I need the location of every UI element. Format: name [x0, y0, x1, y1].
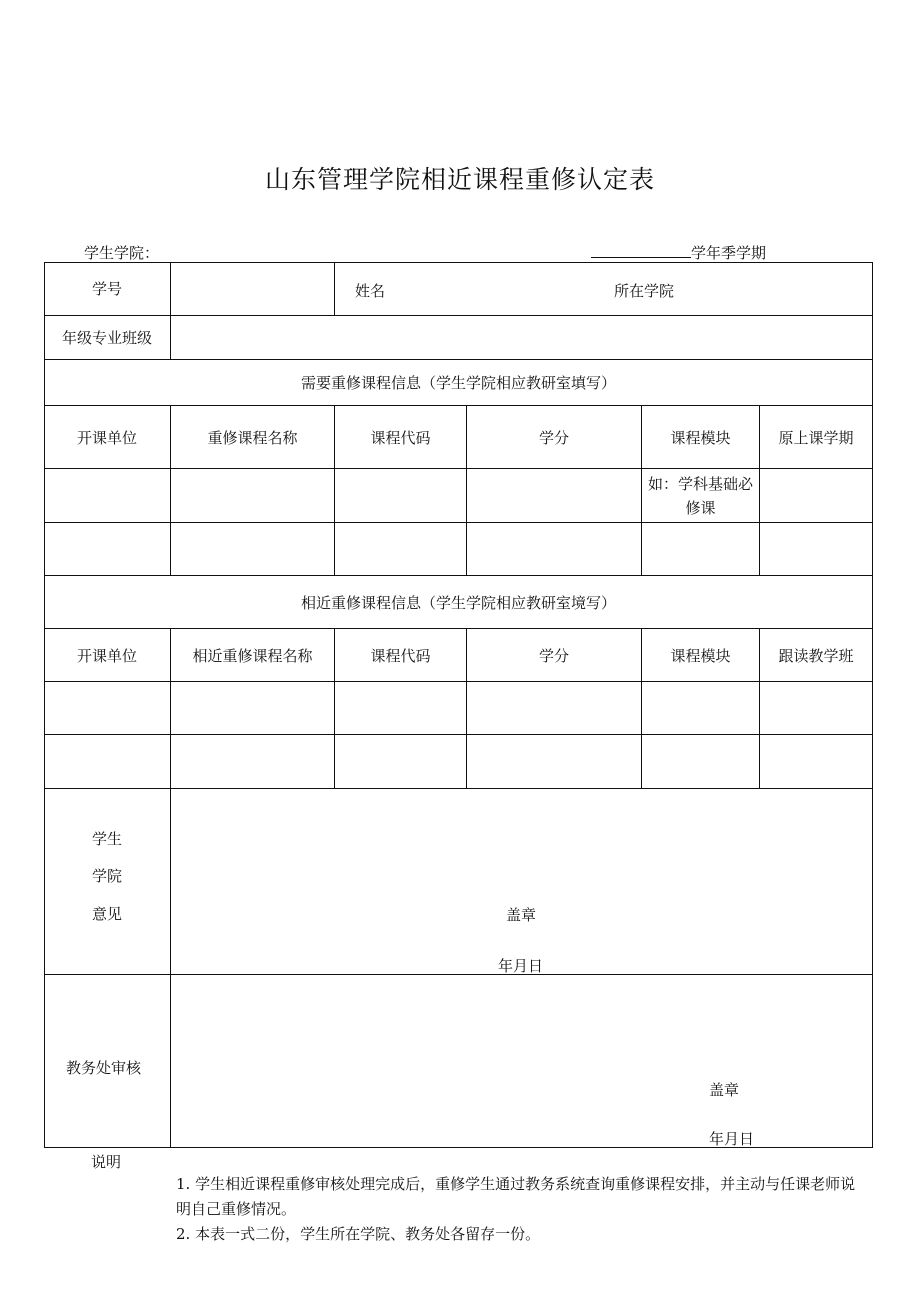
- review-seal: 盖章: [709, 1081, 740, 1099]
- class-label: 年级专业班级: [61, 329, 152, 347]
- similar-section-heading: 相近重修课程信息（学生学院相应教研室境写）: [300, 593, 616, 612]
- rule: [334, 262, 335, 315]
- module-example-text: 如：学科基础必修课: [647, 474, 753, 517]
- form-title: 山东管理学院相近课程重修认定表: [264, 165, 655, 194]
- retake-col-course-code: 课程代码: [370, 428, 431, 447]
- review-date: 年月日: [709, 1130, 755, 1148]
- semester-label: 学年季学期: [691, 244, 767, 262]
- rule: [170, 788, 171, 1148]
- opinion-label-line2: 学院: [92, 867, 123, 885]
- note-item: 2. 本表一式二份，学生所在学院、教务处各留存一份。: [176, 1225, 541, 1243]
- semester-field: [591, 242, 766, 263]
- retake-col-course-name: 重修课程名称: [207, 428, 298, 447]
- student-college-label: 学生学院：: [84, 244, 160, 262]
- similar-col-unit: 开课单位: [76, 646, 137, 665]
- opinion-label-line3: 意见: [92, 905, 123, 923]
- retake-col-credits: 学分: [538, 428, 569, 447]
- student-id-field[interactable]: [171, 262, 334, 315]
- rule: [44, 522, 873, 523]
- student-id-label: 学号: [91, 280, 122, 298]
- opinion-seal: 盖章: [506, 906, 537, 924]
- retake-section-heading: 需要重修课程信息（学生学院相应教研室填写）: [300, 374, 616, 392]
- opinion-date: 年月日: [498, 957, 544, 975]
- rule: [44, 734, 873, 735]
- note-item: 1. 学生相近课程重修审核处理完成后，重修学生通过教务系统查询重修课程安排，并主动与任课老师说明自己重修情况。: [176, 1175, 856, 1218]
- similar-col-credits: 学分: [538, 646, 569, 665]
- notes-list: [176, 1172, 866, 1247]
- retake-col-module: 课程模块: [670, 428, 731, 447]
- opinion-label-line1: 学生: [92, 830, 123, 848]
- class-field[interactable]: [171, 316, 872, 359]
- form-table: [44, 262, 873, 1148]
- semester-blank[interactable]: [591, 243, 691, 258]
- student-name-label: 姓名: [355, 282, 386, 300]
- similar-col-module: 课程模块: [670, 646, 731, 665]
- notes-label: 说明: [91, 1153, 122, 1171]
- student-college-field-label: 所在学院: [614, 282, 675, 300]
- rule: [44, 788, 873, 789]
- retake-col-original-semester: 原上课学期: [778, 428, 854, 447]
- similar-col-class: 跟读教学班: [778, 646, 854, 665]
- similar-col-course-code: 课程代码: [370, 646, 431, 665]
- rule: [44, 681, 873, 682]
- rule: [44, 974, 873, 975]
- review-label: 教务处审核: [66, 1059, 142, 1077]
- similar-col-course-name: 相近重修课程名称: [192, 646, 313, 665]
- retake-col-unit: 开课单位: [76, 428, 137, 447]
